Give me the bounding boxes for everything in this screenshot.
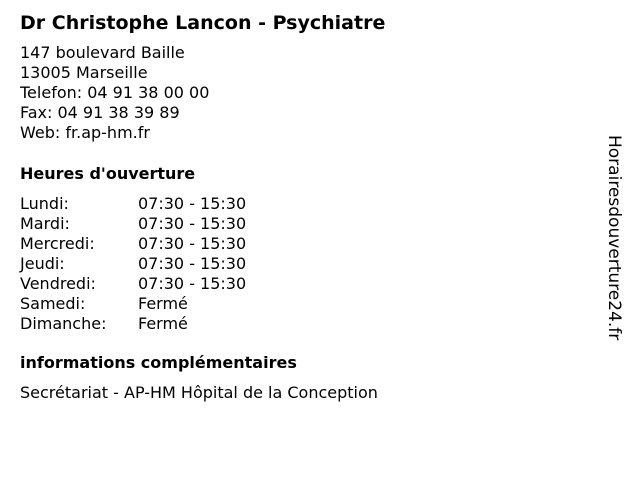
- website-link[interactable]: Web: fr.ap-hm.fr: [20, 123, 150, 142]
- hours-row-thursday: [20, 254, 600, 274]
- time-value: 07:30 - 15:30: [138, 214, 247, 233]
- hours-row-monday: [20, 194, 600, 214]
- day-label: Vendredi:: [20, 274, 96, 293]
- business-listing: [20, 10, 600, 403]
- fax-number: Fax: 04 91 38 39 89: [20, 103, 180, 122]
- day-label: Samedi:: [20, 294, 86, 313]
- page-title: Dr Christophe Lancon - Psychiatre: [20, 12, 386, 34]
- time-value: 07:30 - 15:30: [138, 274, 247, 293]
- time-value: 07:30 - 15:30: [138, 254, 247, 273]
- hours-row-tuesday: [20, 214, 600, 234]
- site-brand-watermark: Horairesdouverture24.fr: [604, 135, 624, 341]
- time-value: 07:30 - 15:30: [138, 234, 247, 253]
- hours-row-friday: [20, 274, 600, 294]
- day-label: Jeudi:: [20, 254, 65, 273]
- opening-hours-heading: Heures d'ouverture: [20, 164, 196, 183]
- opening-hours-table: [20, 194, 600, 334]
- time-value: Fermé: [138, 314, 188, 333]
- hours-row-wednesday: [20, 234, 600, 254]
- day-label: Dimanche:: [20, 314, 107, 333]
- day-label: Mercredi:: [20, 234, 95, 253]
- time-value: Fermé: [138, 294, 188, 313]
- hours-row-saturday: [20, 294, 600, 314]
- day-label: Lundi:: [20, 194, 69, 213]
- day-label: Mardi:: [20, 214, 70, 233]
- address-block: [20, 43, 600, 143]
- additional-info-heading: informations complémentaires: [20, 353, 297, 372]
- city-postcode: 13005 Marseille: [20, 63, 148, 82]
- hours-row-sunday: [20, 314, 600, 334]
- phone-number[interactable]: Telefon: 04 91 38 00 00: [20, 83, 210, 102]
- street-address: 147 boulevard Baille: [20, 43, 185, 62]
- time-value: 07:30 - 15:30: [138, 194, 247, 213]
- additional-info-text: Secrétariat - AP-HM Hôpital de la Conception: [20, 383, 378, 402]
